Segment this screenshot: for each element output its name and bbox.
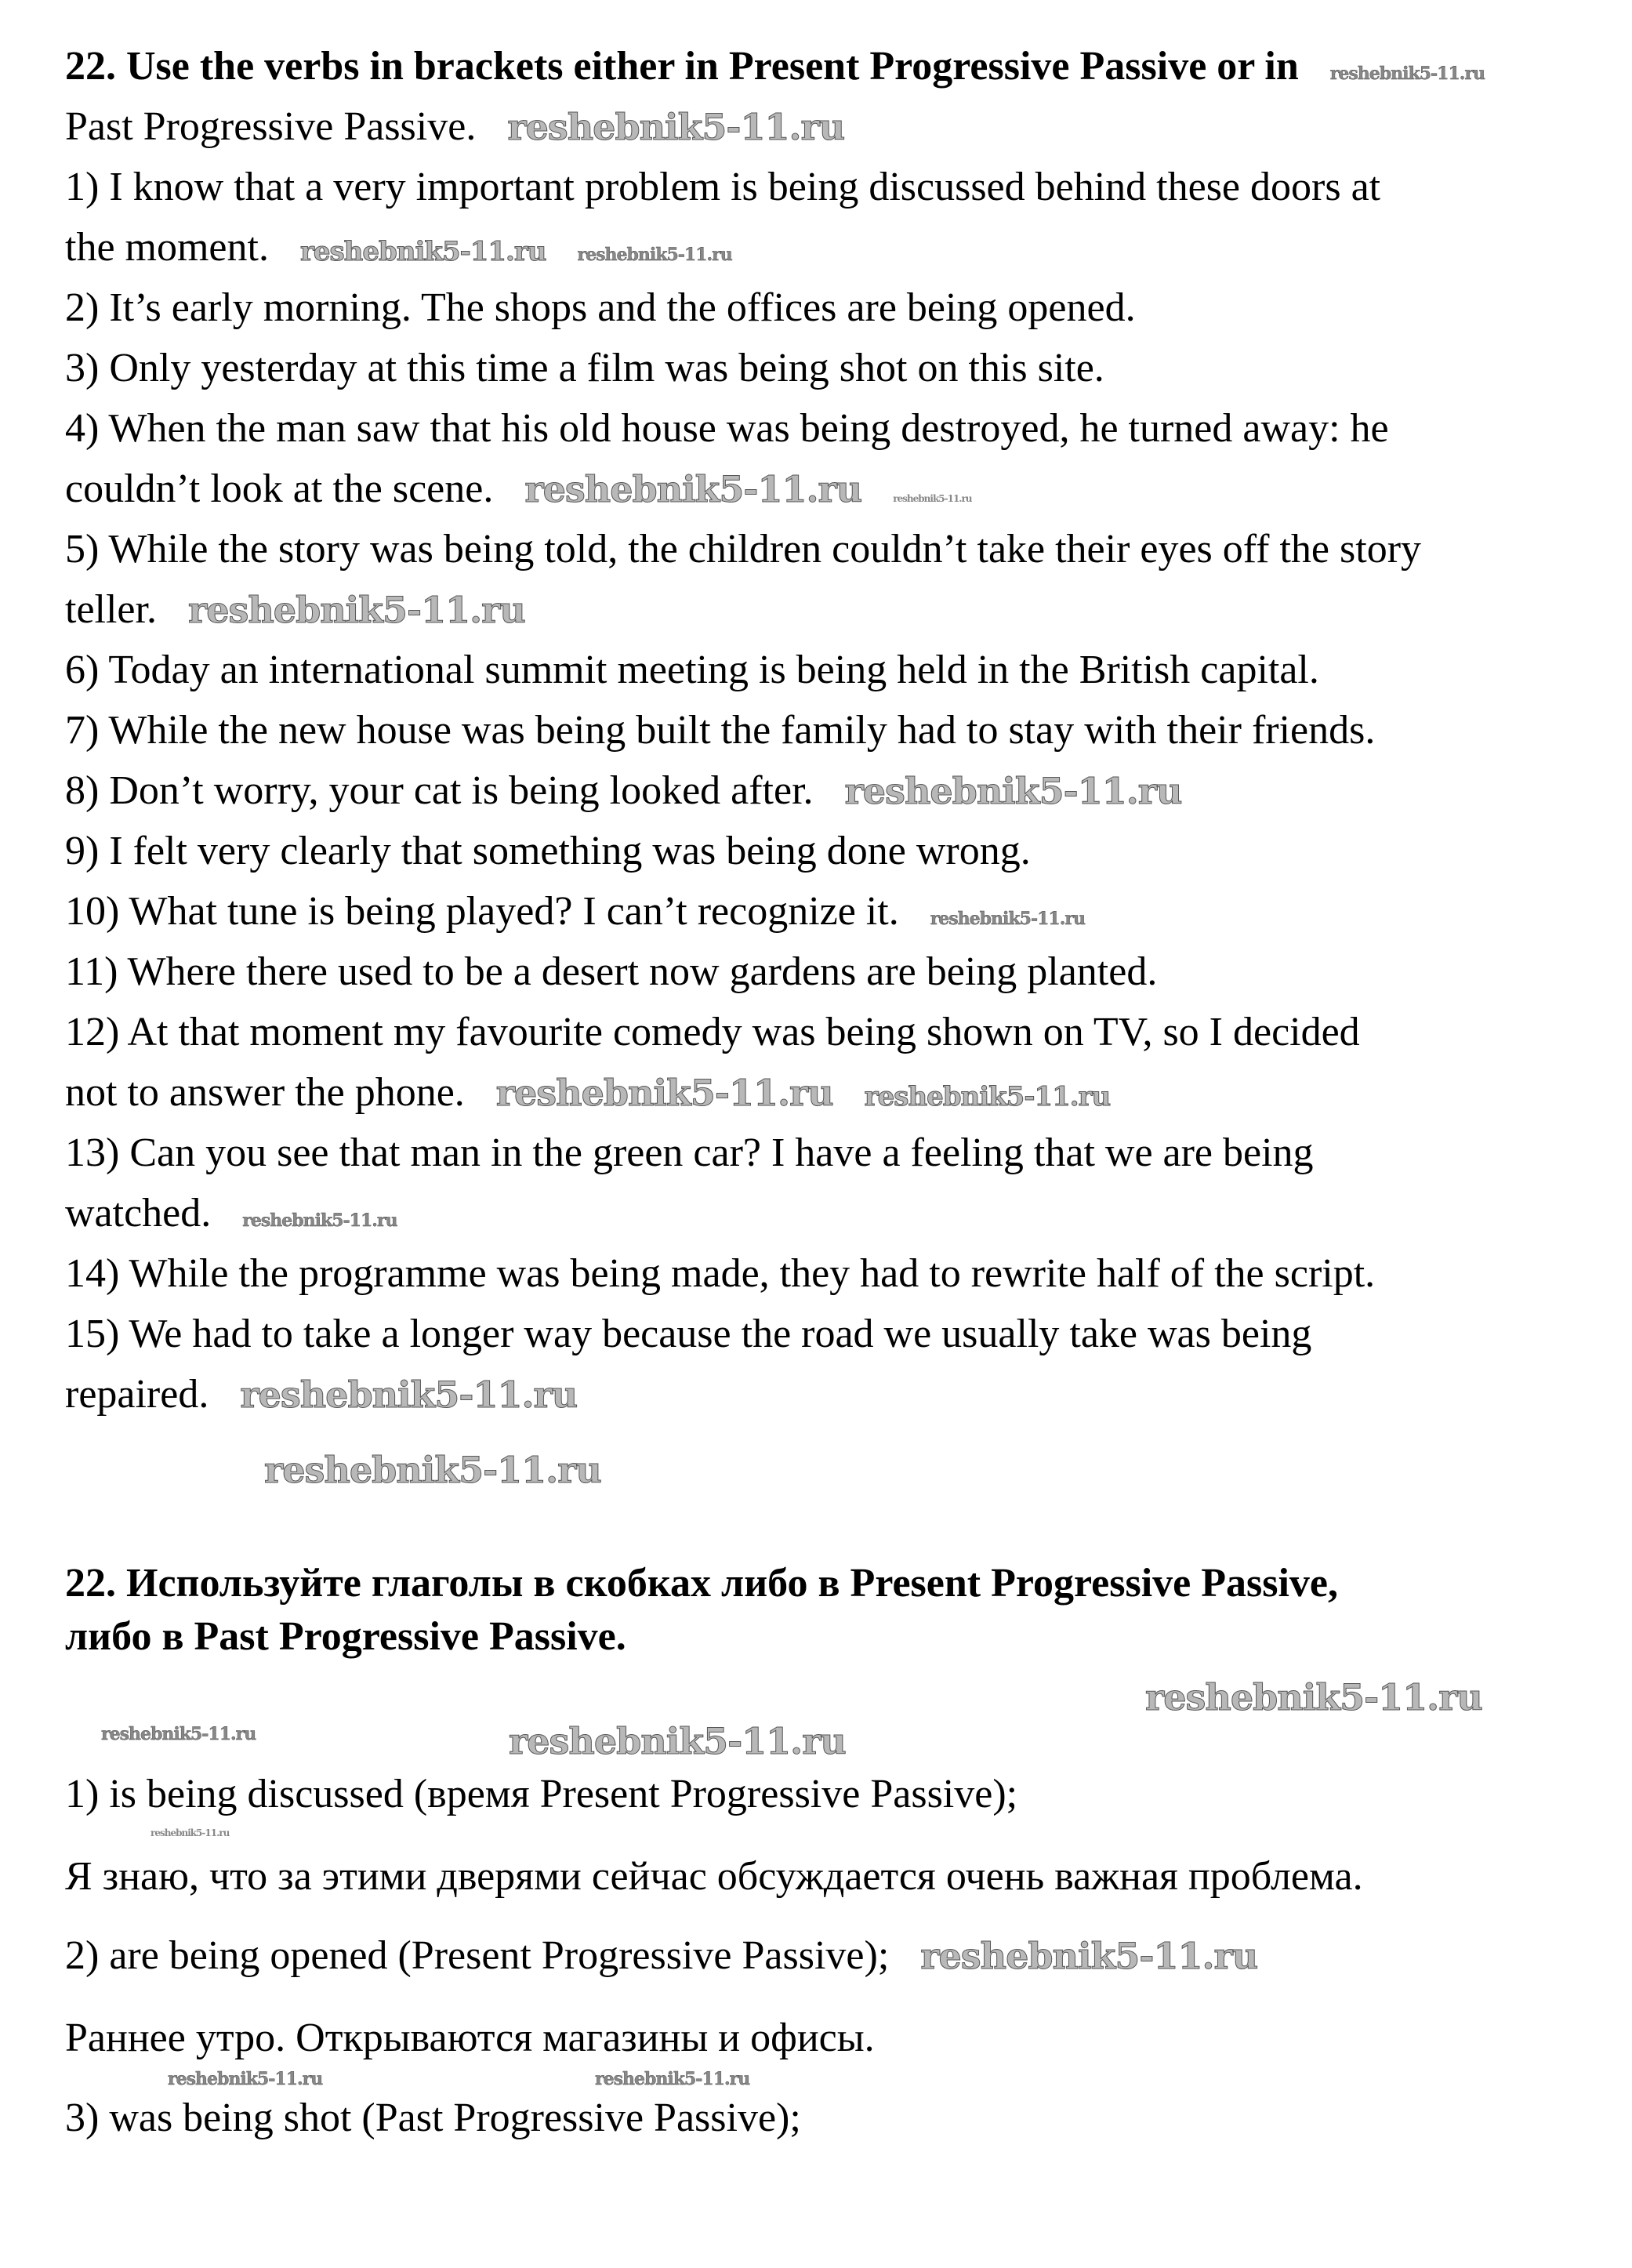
watermark: reshebnik5-11.ru [151, 1827, 230, 1838]
exercise-line: 12) At that moment my favourite comedy was being shown on TV, so I decided [65, 1010, 1360, 1054]
watermark: reshebnik5-11.ru [495, 1072, 833, 1114]
watermark: reshebnik5-11.ru [509, 1720, 846, 1762]
exercise-row [65, 1243, 1601, 1304]
watermark: reshebnik5-11.ru [299, 236, 546, 267]
watermark: reshebnik5-11.ru [893, 493, 972, 504]
watermark: reshebnik5-11.ru [187, 589, 525, 631]
translation-title-line: 22. Используйте глаголы в скобках либо в Present Progressive Passive, [65, 1561, 1338, 1606]
exercise-row [65, 1183, 1601, 1243]
exercise-line: 1) I know that a very important problem is being discussed behind these doors at [65, 165, 1381, 209]
answer-line: Раннее утро. Открываются магазины и офисы. [65, 2016, 875, 2060]
watermark: reshebnik5-11.ru [1329, 64, 1485, 84]
exercise-row [65, 519, 1601, 579]
exercise-line: 7) While the new house was being built the family had to stay with their friends. [65, 708, 1376, 753]
translation-title [65, 1557, 1338, 1664]
exercise-line: 14) While the programme was being made, they had to rewrite half of the script. [65, 1251, 1376, 1296]
answer-line: 3) was being shot (Past Progressive Passive); [65, 2096, 801, 2140]
exercise-line: 4) When the man saw that his old house was being destroyed, he turned away: he [65, 406, 1389, 451]
exercise-title: Past Progressive Passive. [65, 104, 477, 149]
watermark: reshebnik5-11.ru [595, 2069, 750, 2089]
watermark: reshebnik5-11.ru [930, 909, 1085, 929]
exercise-row [65, 1304, 1601, 1364]
exercise-line: 15) We had to take a longer way because the road we usually take was being [65, 1312, 1312, 1356]
watermark: reshebnik5-11.ru [507, 106, 845, 148]
exercise-line: 13) Can you see that man in the green car? I have a feeling that we are being [65, 1130, 1314, 1175]
answer-line: Я знаю, что за этими дверями сейчас обсуждается очень важная проблема. [65, 1854, 1363, 1899]
exercise-row [65, 36, 1601, 96]
exercise-line: watched. [65, 1191, 212, 1236]
exercise-row [65, 1123, 1601, 1183]
exercise-row [65, 278, 1601, 338]
exercise-row [65, 398, 1601, 459]
watermark: reshebnik5-11.ru [920, 1935, 1258, 1977]
exercise-line: couldn’t look at the scene. [65, 466, 494, 511]
exercise-row [65, 1062, 1601, 1123]
exercise-line: the moment. [65, 225, 269, 270]
exercise-line: teller. [65, 587, 157, 632]
translation-title-line: либо в Past Progressive Passive. [65, 1614, 626, 1659]
exercise-line: 5) While the story was being told, the children couldn’t take their eyes off the story [65, 527, 1422, 572]
watermark: reshebnik5-11.ru [864, 1081, 1111, 1112]
watermark: reshebnik5-11.ru [240, 1374, 578, 1416]
exercise-line: 11) Where there used to be a desert now gardens are being planted. [65, 949, 1158, 994]
watermark: reshebnik5-11.ru [577, 245, 732, 265]
exercise-line: repaired. [65, 1372, 209, 1417]
exercise-row [65, 700, 1601, 760]
exercise-row [65, 459, 1601, 519]
answer-line: 1) is being discussed (время Present Progressive Passive); [65, 1772, 1018, 1816]
watermark: reshebnik5-11.ru [264, 1449, 601, 1491]
watermark: reshebnik5-11.ru [101, 1724, 256, 1744]
exercise-row [65, 579, 1601, 640]
watermark: reshebnik5-11.ru [242, 1210, 397, 1231]
exercise-row [65, 760, 1601, 821]
exercise-row [65, 881, 1601, 942]
watermark: reshebnik5-11.ru [1145, 1676, 1482, 1718]
exercise-line: not to answer the phone. [65, 1070, 465, 1115]
exercise-row [65, 821, 1601, 881]
exercise-row [65, 1364, 1601, 1424]
exercise-line: 3) Only yesterday at this time a film was being shot on this site. [65, 346, 1104, 390]
exercise-line: 8) Don’t worry, your cat is being looked after. [65, 768, 814, 813]
exercise-line: 2) It’s early morning. The shops and the offices are being opened. [65, 285, 1136, 330]
exercise-row [65, 338, 1601, 398]
exercise-title: 22. Use the verbs in brackets either in Present Progressive Passive or in [65, 44, 1299, 89]
exercise-row [65, 1002, 1601, 1062]
exercise-line: 9) I felt very clearly that something was being done wrong. [65, 829, 1031, 873]
watermark: reshebnik5-11.ru [844, 770, 1182, 812]
answer-line: 2) are being opened (Present Progressive Passive); [65, 1933, 890, 1978]
exercise-row [65, 157, 1601, 217]
exercise-line: 10) What tune is being played? I can’t recognize it. [65, 889, 899, 934]
exercise-line: 6) Today an international summit meeting is being held in the British capital. [65, 648, 1319, 692]
exercise-text [65, 36, 1601, 1424]
exercise-row [65, 640, 1601, 700]
exercise-row [65, 217, 1601, 278]
watermark: reshebnik5-11.ru [524, 468, 862, 510]
watermark: reshebnik5-11.ru [168, 2069, 323, 2089]
exercise-row [65, 942, 1601, 1002]
exercise-row [65, 96, 1601, 157]
answer-row [65, 1932, 1257, 1980]
